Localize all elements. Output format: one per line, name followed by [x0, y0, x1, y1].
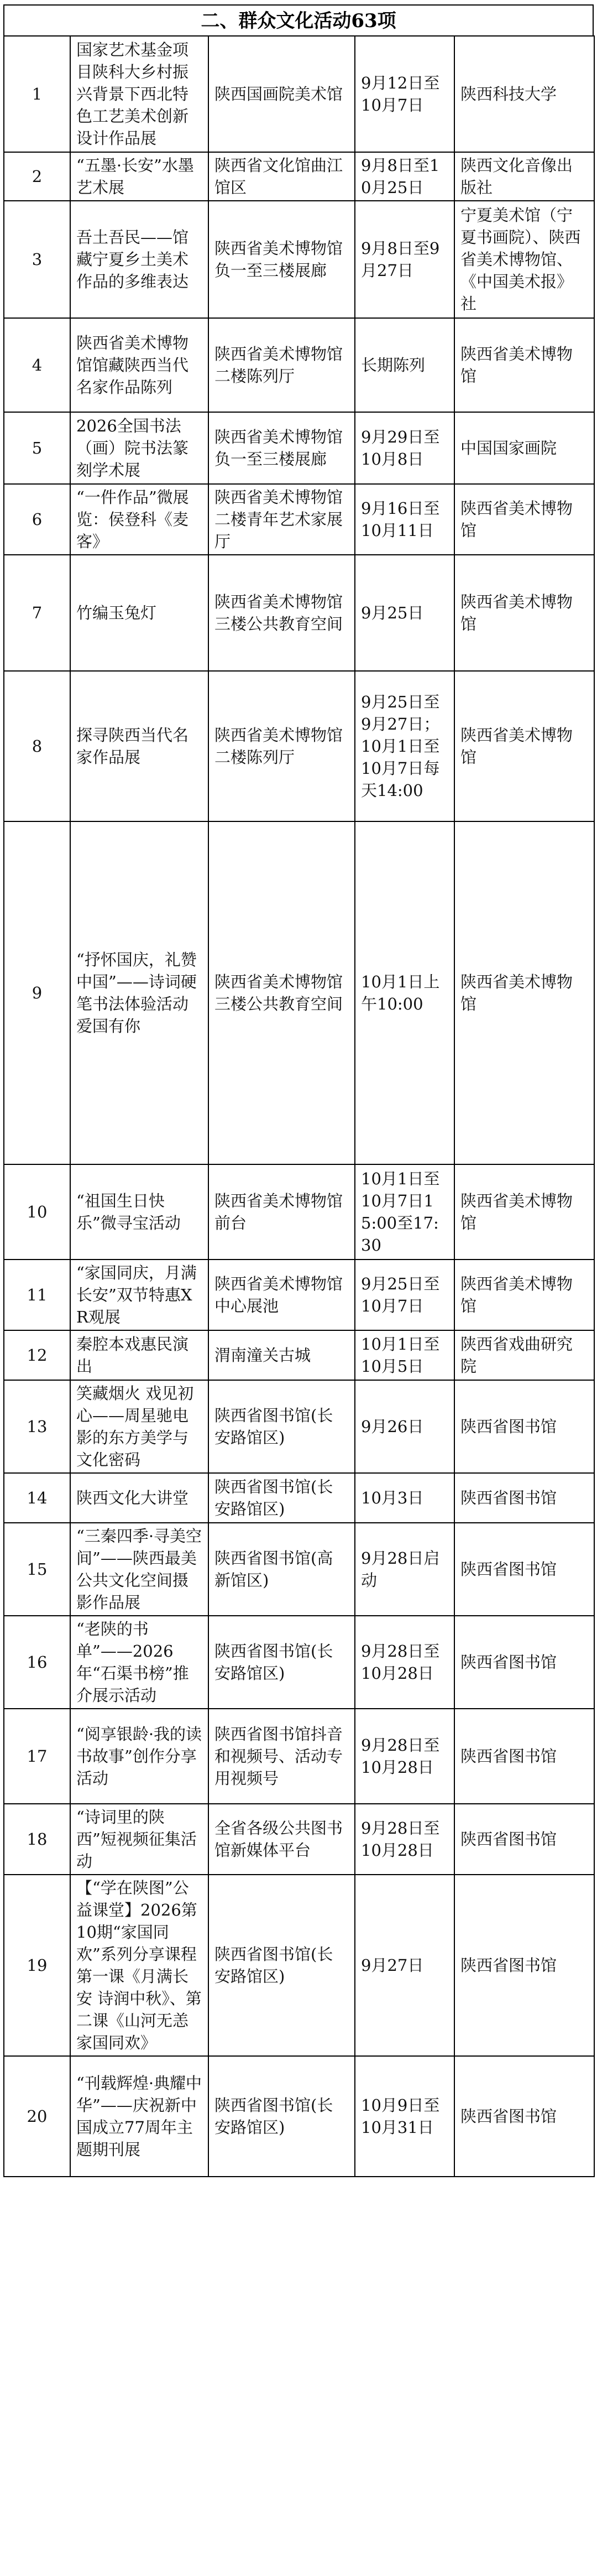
activity-table [3, 35, 595, 2177]
row-number: 2 [4, 152, 70, 201]
activity-time: 9月27日 [355, 1875, 454, 2056]
row-number: 12 [4, 1330, 70, 1380]
activity-organizer: 陕西省美术博物馆 [454, 1164, 594, 1260]
activity-venue: 陕西省图书馆(长安路馆区) [208, 1875, 355, 2056]
table-row [4, 1875, 594, 2056]
activity-name: 【“学在陕图”公益课堂】2026第10期“家国同欢”系列分享课程第一课《月满长安 诗润中秋》、第二课《山河无恙 家国同欢》 [70, 1875, 208, 2056]
activity-name: 秦腔本戏惠民演出 [70, 1330, 208, 1380]
activity-organizer: 陕西省戏曲研究院 [454, 1330, 594, 1380]
table-row [4, 1804, 594, 1875]
row-number: 13 [4, 1380, 70, 1473]
activity-time: 9月28日至10月28日 [355, 1709, 454, 1804]
activity-venue: 陕西国画院美术馆 [208, 36, 355, 152]
activity-time: 9月28日至10月28日 [355, 1804, 454, 1875]
activity-organizer: 陕西科技大学 [454, 36, 594, 152]
row-number: 5 [4, 412, 70, 484]
activity-organizer: 陕西文化音像出版社 [454, 152, 594, 201]
activity-venue: 陕西省美术博物馆前台 [208, 1164, 355, 1260]
row-number: 4 [4, 318, 70, 412]
table-row [4, 412, 594, 484]
activity-venue: 陕西省美术博物馆二楼青年艺术家展厅 [208, 484, 355, 555]
activity-organizer: 陕西省图书馆 [454, 1380, 594, 1473]
activity-time: 9月28日启动 [355, 1523, 454, 1616]
activity-name: “刊载辉煌·典耀中华”——庆祝新中国成立77周年主题期刊展 [70, 2056, 208, 2177]
activity-name: 笑藏烟火 戏见初心——周星驰电影的东方美学与文化密码 [70, 1380, 208, 1473]
activity-venue: 陕西省美术博物馆负一至三楼展廊 [208, 412, 355, 484]
row-number: 20 [4, 2056, 70, 2177]
row-number: 17 [4, 1709, 70, 1804]
table-body [4, 36, 594, 2177]
table-row [4, 671, 594, 821]
table-row [4, 36, 594, 152]
activity-name: “五墨·长安”水墨艺术展 [70, 152, 208, 201]
activity-venue: 陕西省美术博物馆三楼公共教育空间 [208, 555, 355, 671]
activity-organizer: 宁夏美术馆（宁夏书画院）、陕西省美术博物馆、《中国美术报》社 [454, 201, 594, 318]
table-row [4, 1709, 594, 1804]
table-row [4, 152, 594, 201]
table-row [4, 1164, 594, 1260]
activity-organizer: 陕西省图书馆 [454, 2056, 594, 2177]
activity-organizer: 陕西省图书馆 [454, 1804, 594, 1875]
activity-name: 竹编玉兔灯 [70, 555, 208, 671]
activity-time: 长期陈列 [355, 318, 454, 412]
activity-venue: 陕西省美术博物馆中心展池 [208, 1260, 355, 1330]
activity-time: 10月1日至10月5日 [355, 1330, 454, 1380]
activity-organizer: 陕西省美术博物馆 [454, 484, 594, 555]
activity-name: 吾土吾民——馆藏宁夏乡土美术作品的多维表达 [70, 201, 208, 318]
activity-venue: 陕西省图书馆抖音和视频号、活动专用视频号 [208, 1709, 355, 1804]
activity-time: 9月25日至9月27日；10月1日至10月7日每天14:00 [355, 671, 454, 821]
activity-venue: 陕西省图书馆(长安路馆区) [208, 1473, 355, 1523]
activity-time: 9月25日 [355, 555, 454, 671]
table-row [4, 2056, 594, 2177]
table-row [4, 821, 594, 1164]
activity-name: 2026全国书法（画）院书法篆刻学术展 [70, 412, 208, 484]
row-number: 19 [4, 1875, 70, 2056]
activity-venue: 陕西省美术博物馆二楼陈列厅 [208, 671, 355, 821]
activity-time: 9月28日至10月28日 [355, 1616, 454, 1709]
row-number: 15 [4, 1523, 70, 1616]
section-title: 二、群众文化活动63项 [3, 4, 594, 35]
row-number: 6 [4, 484, 70, 555]
table-row [4, 484, 594, 555]
row-number: 10 [4, 1164, 70, 1260]
activity-name: “诗词里的陕西”短视频征集活动 [70, 1804, 208, 1875]
row-number: 7 [4, 555, 70, 671]
activity-time: 9月12日至10月7日 [355, 36, 454, 152]
activity-organizer: 陕西省美术博物馆 [454, 318, 594, 412]
row-number: 9 [4, 821, 70, 1164]
activity-name: 国家艺术基金项目陕科大乡村振兴背景下西北特色工艺美术创新设计作品展 [70, 36, 208, 152]
activity-venue: 渭南潼关古城 [208, 1330, 355, 1380]
table-row [4, 1380, 594, 1473]
table-row [4, 555, 594, 671]
activity-name: “抒怀国庆，礼赞中国”——诗词硬笔书法体验活动 爱国有你 [70, 821, 208, 1164]
activity-name: 陕西省美术博物馆馆藏陕西当代名家作品陈列 [70, 318, 208, 412]
activity-name: “家国同庆，月满长安”双节特惠XR观展 [70, 1260, 208, 1330]
table-row [4, 318, 594, 412]
activity-organizer: 中国国家画院 [454, 412, 594, 484]
activity-time: 9月25日至10月7日 [355, 1260, 454, 1330]
activity-venue: 陕西省图书馆(长安路馆区) [208, 1616, 355, 1709]
row-number: 8 [4, 671, 70, 821]
activity-name: 探寻陕西当代名家作品展 [70, 671, 208, 821]
row-number: 3 [4, 201, 70, 318]
activity-organizer: 陕西省美术博物馆 [454, 821, 594, 1164]
activity-time: 9月29日至10月8日 [355, 412, 454, 484]
activity-venue: 陕西省美术博物馆负一至三楼展廊 [208, 201, 355, 318]
table-row [4, 1473, 594, 1523]
activity-time: 9月8日至9月27日 [355, 201, 454, 318]
activity-time: 9月16日至10月11日 [355, 484, 454, 555]
activity-organizer: 陕西省图书馆 [454, 1523, 594, 1616]
table-row [4, 201, 594, 318]
activity-organizer: 陕西省美术博物馆 [454, 1260, 594, 1330]
activity-venue: 陕西省美术博物馆三楼公共教育空间 [208, 821, 355, 1164]
activity-name: “一件作品”微展览：侯登科《麦客》 [70, 484, 208, 555]
activity-time: 10月1日上午10:00 [355, 821, 454, 1164]
table-row [4, 1260, 594, 1330]
activity-venue: 陕西省图书馆(长安路馆区) [208, 1380, 355, 1473]
activity-name: “三秦四季·寻美空间”——陕西最美公共文化空间摄影作品展 [70, 1523, 208, 1616]
activity-time: 9月26日 [355, 1380, 454, 1473]
activity-venue: 陕西省图书馆(长安路馆区) [208, 2056, 355, 2177]
row-number: 11 [4, 1260, 70, 1330]
row-number: 1 [4, 36, 70, 152]
activity-time: 10月3日 [355, 1473, 454, 1523]
activity-name: “阅享银龄·我的读书故事”创作分享活动 [70, 1709, 208, 1804]
activity-venue: 陕西省文化馆曲江馆区 [208, 152, 355, 201]
table-row [4, 1330, 594, 1380]
activity-organizer: 陕西省图书馆 [454, 1616, 594, 1709]
activity-organizer: 陕西省美术博物馆 [454, 671, 594, 821]
activity-name: “老陕的书单”——2026年“石渠书榜”推介展示活动 [70, 1616, 208, 1709]
table-row [4, 1616, 594, 1709]
activity-organizer: 陕西省美术博物馆 [454, 555, 594, 671]
activity-time: 10月9日至10月31日 [355, 2056, 454, 2177]
row-number: 16 [4, 1616, 70, 1709]
activity-venue: 陕西省图书馆(高新馆区) [208, 1523, 355, 1616]
activity-organizer: 陕西省图书馆 [454, 1709, 594, 1804]
activity-venue: 全省各级公共图书馆新媒体平台 [208, 1804, 355, 1875]
table-row [4, 1523, 594, 1616]
activity-organizer: 陕西省图书馆 [454, 1875, 594, 2056]
activity-time: 10月1日至10月7日15:00至17:30 [355, 1164, 454, 1260]
activity-name: “祖国生日快乐”微寻宝活动 [70, 1164, 208, 1260]
activity-name: 陕西文化大讲堂 [70, 1473, 208, 1523]
activity-organizer: 陕西省图书馆 [454, 1473, 594, 1523]
activity-venue: 陕西省美术博物馆二楼陈列厅 [208, 318, 355, 412]
row-number: 14 [4, 1473, 70, 1523]
activity-time: 9月8日至10月25日 [355, 152, 454, 201]
row-number: 18 [4, 1804, 70, 1875]
